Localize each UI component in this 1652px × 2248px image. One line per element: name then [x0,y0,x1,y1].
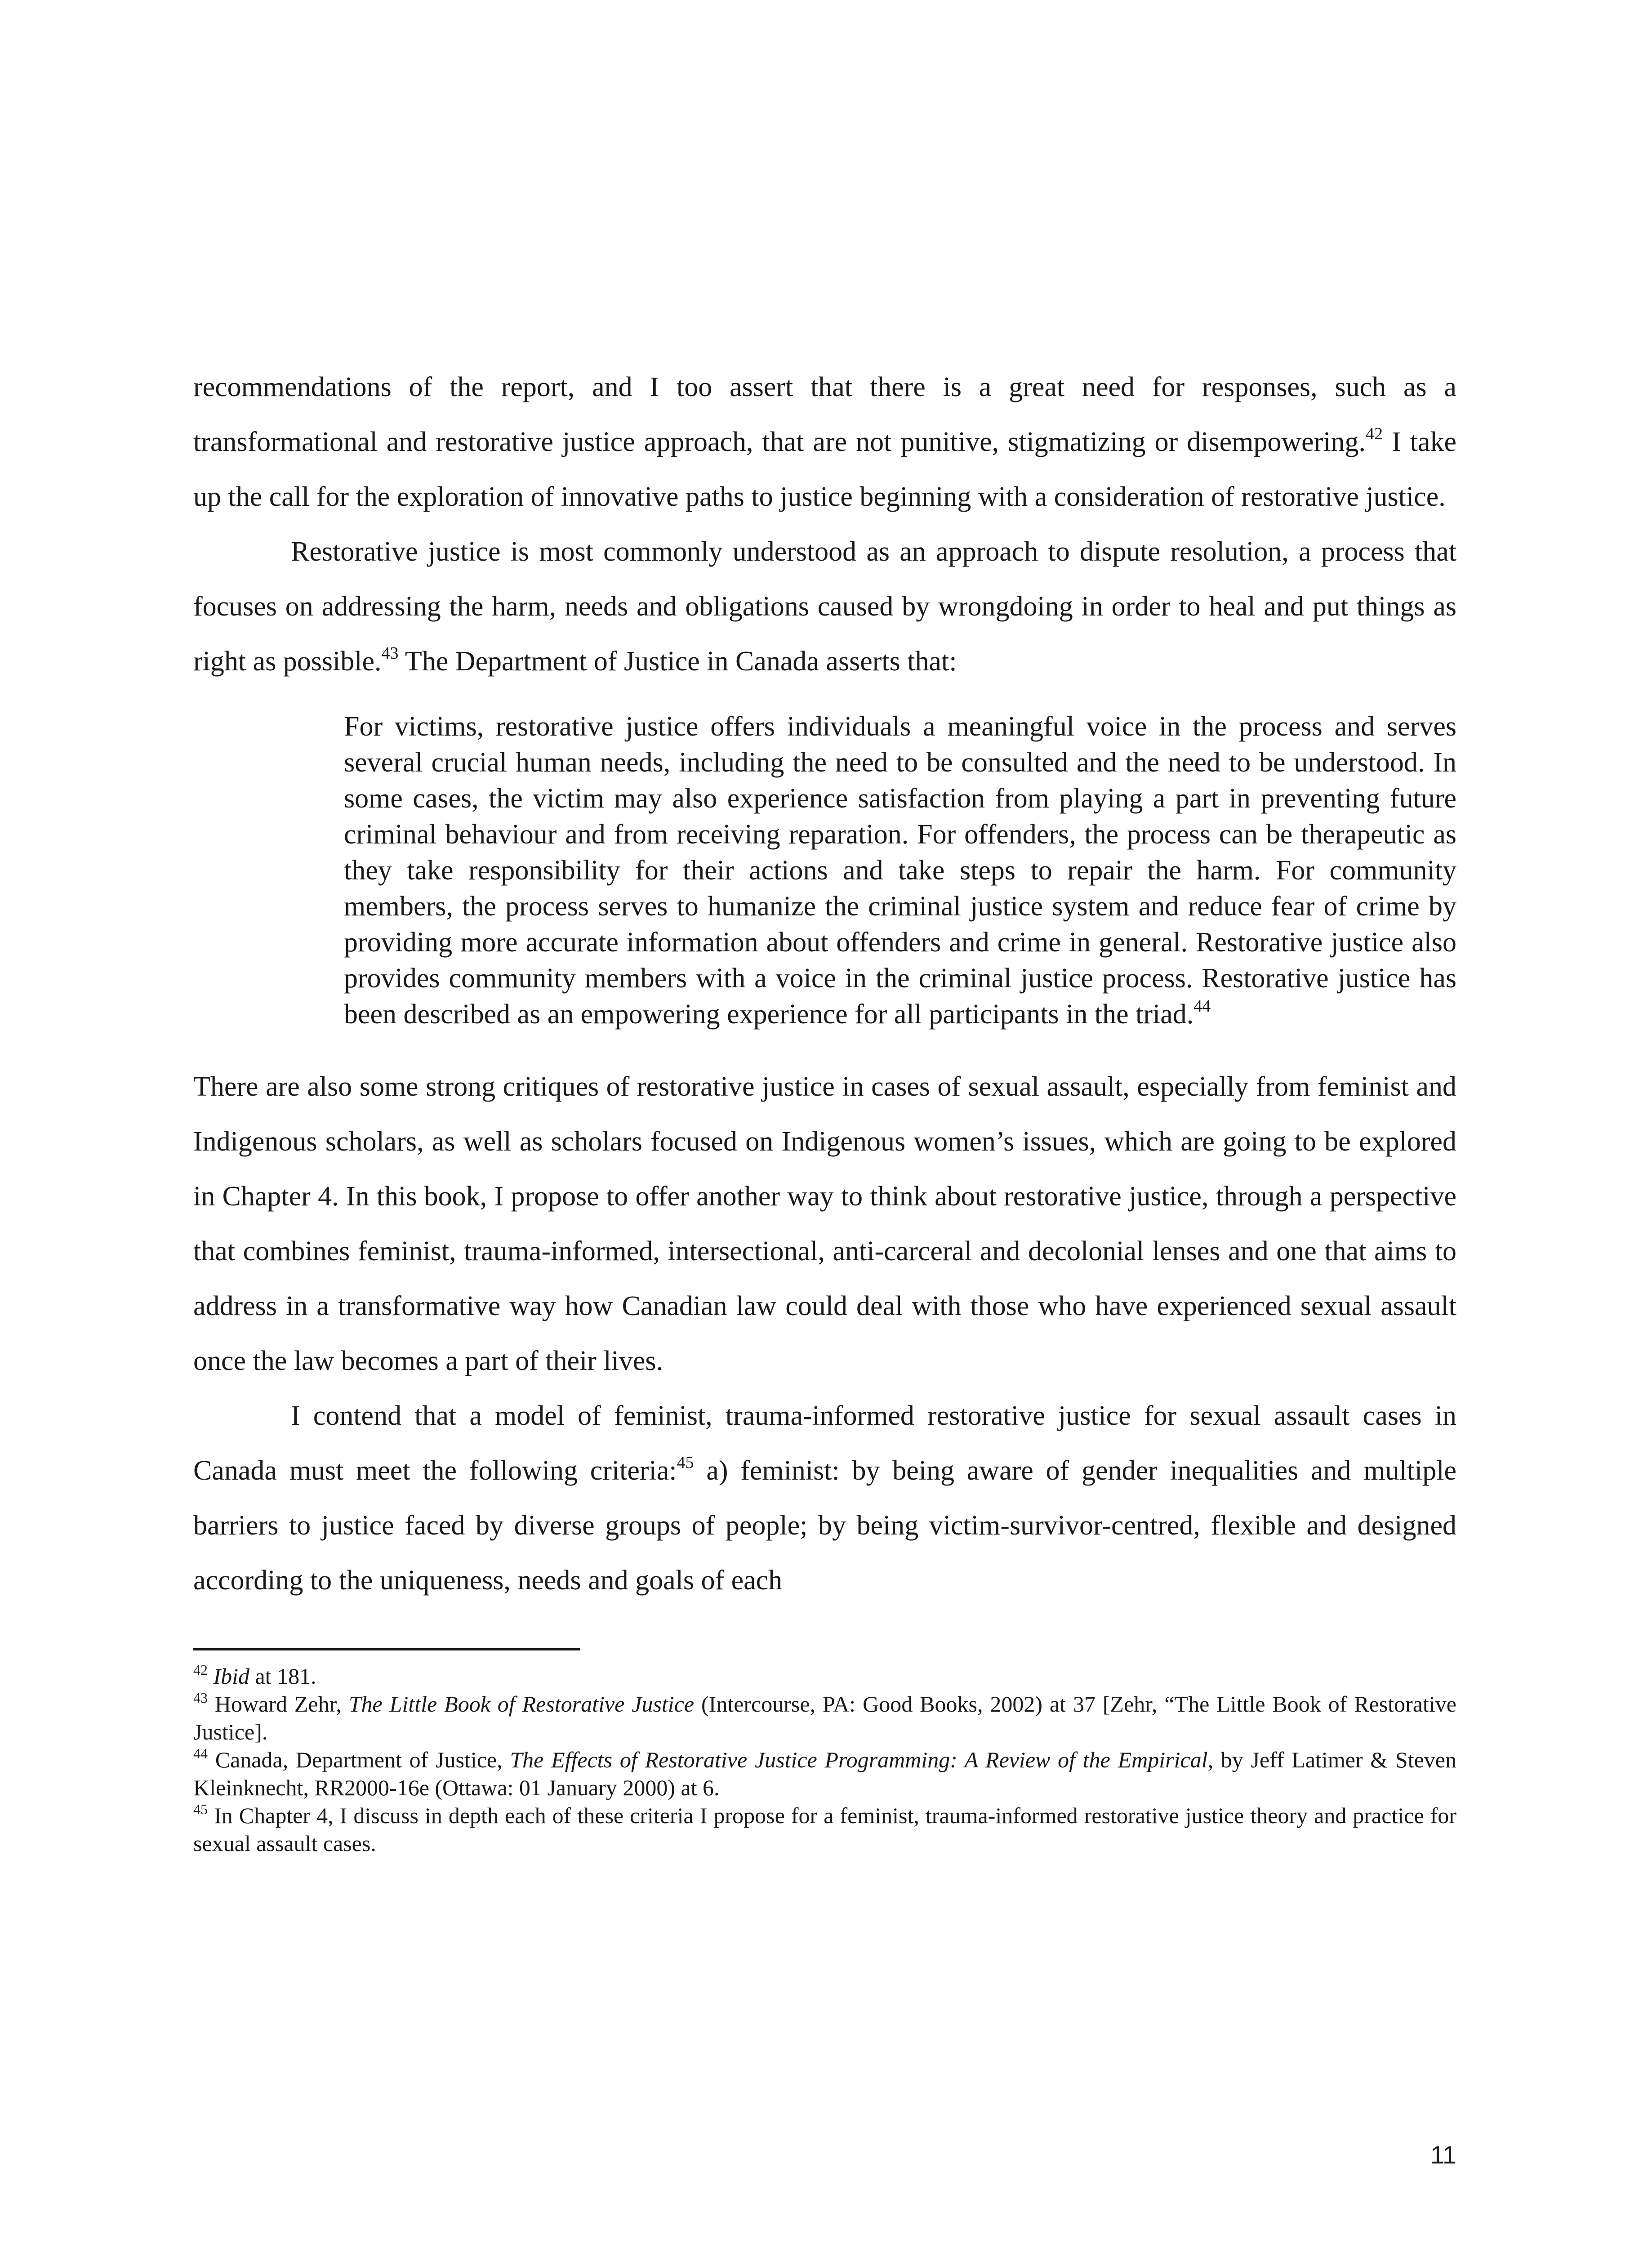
footnote-number: 45 [193,1801,208,1817]
paragraph-1-text: recommendations of the report, and I too assert that there is a great need for responses, such as a transformational and restorative justice approach, that are not punitive, stigmatizing or disempowering. [193,372,1456,457]
footnote-45 [193,1802,1456,1857]
paragraph-4-text: I contend that a model of feminist, trauma-informed restorative justice for sexual assault cases in Canada must meet the following criteria: [193,1401,1456,1486]
block-quote-text: For victims, restorative justice offers individuals a meaningful voice in the process and serves several crucial human needs, including the need to be consulted and the need to be understood. In some cases, the victim may also experience satisfaction from playing a part in preventing future criminal behaviour and from receiving reparation. For offenders, the process can be therapeutic as they take responsibility for their actions and take steps to repair the harm. For community members, the process serves to humanize the criminal justice system and reduce fear of crime by providing more accurate information about offenders and crime in general. Restorative justice also provides community members with a voice in the criminal justice process. Restorative justice has been described as an empowering experience for all participants in the triad. [344,711,1456,1030]
footnote-ref-44[interactable]: 44 [1193,997,1211,1016]
footnote-ref-45[interactable]: 45 [677,1453,694,1472]
paragraph-4-text-cont: a) feminist: by being aware of gender inequalities and multiple barriers to justice faced by diverse groups of people; by being victim-survivor-centred, flexible and designed according to the uniqueness, needs and goals of each [193,1455,1456,1596]
footnote-text: , by Jeff Latimer & Steven Kleinknecht, RR2000-16e (Ottawa: 01 January 2000) at 6. [193,1747,1457,1800]
paragraph-4 [193,1388,1456,1608]
paragraph-3 [193,1059,1456,1388]
footnote-separator [193,1648,580,1650]
footnote-43 [193,1690,1456,1746]
footnote-ref-42[interactable]: 42 [1366,424,1383,443]
page-number: 11 [1430,2141,1456,2169]
paragraph-1-text-cont: I take up the call for the exploration of innovative paths to justice beginning with a consideration of restorative justice. [193,427,1456,512]
footnote-italic: Ibid [213,1664,250,1689]
footnote-42 [193,1662,1456,1690]
footnote-italic: The Little Book of Restorative Justice [348,1691,695,1717]
footnote-text: Howard Zehr, [208,1691,349,1717]
footnote-text: (Intercourse, PA: Good Books, 2002) at 37 [Zehr, “The Little Book of Restorative Justice]. [193,1691,1456,1744]
footnote-number: 43 [193,1690,208,1706]
footnote-ref-43[interactable]: 43 [381,644,399,663]
footnote-44 [193,1746,1456,1802]
block-quote [344,709,1456,1032]
paragraph-2-text: Restorative justice is most commonly understood as an approach to dispute resolution, a process that focuses on addressing the harm, needs and obligations caused by wrongdoing in order to heal and put things as right as possible. [193,536,1456,677]
paragraph-1 [193,360,1456,524]
footnote-number: 42 [193,1662,208,1678]
footnote-italic: The Effects of Restorative Justice Programming: A Review of the Empirical [510,1747,1208,1772]
paragraph-2 [193,524,1456,689]
footnote-text: Canada, Department of Justice, [208,1747,510,1772]
footnote-text: at 181. [249,1664,316,1689]
paragraph-3-text: There are also some strong critiques of restorative justice in cases of sexual assault, especially from feminist and Indigenous scholars, as well as scholars focused on Indigenous women’s issues, which are going to be explored in Chapter 4. In this book, I propose to offer another way to think about restorative justice, through a perspective that combines feminist, trauma-informed, intersectional, anti-carceral and decolonial lenses and one that aims to address in a transformative way how Canadian law could deal with those who have experienced sexual assault once the law becomes a part of their lives. [193,1071,1456,1376]
paragraph-2-text-cont: The Department of Justice in Canada asserts that: [398,646,957,677]
footnote-text: In Chapter 4, I discuss in depth each of these criteria I propose for a feminist, trauma-informed restorative justice theory and practice for sexual assault cases. [193,1803,1456,1856]
footnote-number: 44 [193,1745,208,1762]
footnotes [193,1662,1456,1857]
page-content [193,360,1456,1857]
